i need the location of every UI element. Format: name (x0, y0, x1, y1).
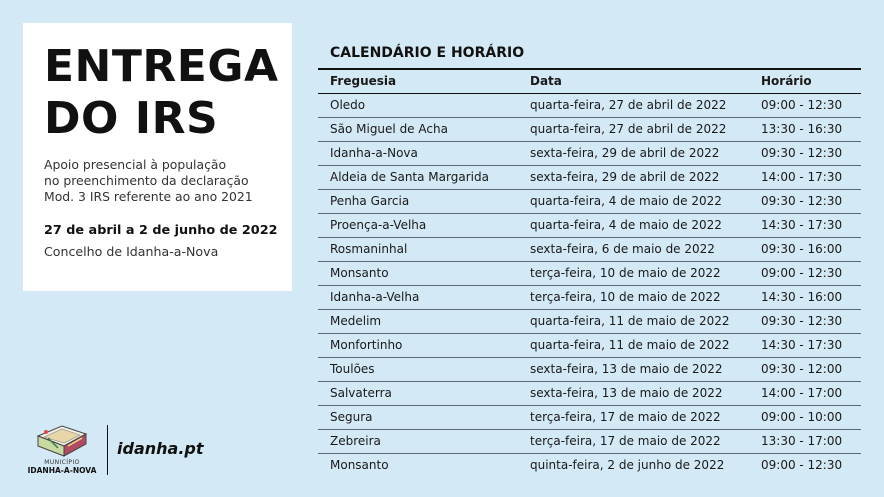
horario-cell: 09:00 - 12:30 (761, 458, 843, 472)
intro-text (44, 157, 253, 205)
freguesia-cell: Toulões (330, 362, 375, 376)
header-horario: Horário (761, 74, 812, 88)
intro-line-3: Mod. 3 IRS referente ao ano 2021 (44, 189, 253, 204)
logo-label-bottom: IDANHA-A-NOVA (27, 466, 97, 475)
horario-cell: 14:30 - 17:30 (761, 218, 843, 232)
municipality-logo (26, 424, 98, 476)
info-card (23, 23, 292, 291)
website-link[interactable]: idanha.pt (117, 439, 204, 458)
header-freguesia: Freguesia (330, 74, 397, 88)
data-cell: sexta-feira, 6 de maio de 2022 (530, 242, 715, 256)
freguesia-cell: Idanha-a-Nova (330, 146, 418, 160)
intro-line-2: no preenchimento da declaração (44, 173, 249, 188)
table-header-row (318, 70, 861, 94)
freguesia-cell: Oledo (330, 98, 366, 112)
table-row (318, 382, 861, 406)
data-cell: sexta-feira, 29 de abril de 2022 (530, 170, 720, 184)
freguesia-cell: Penha Garcia (330, 194, 410, 208)
data-cell: quarta-feira, 11 de maio de 2022 (530, 314, 730, 328)
table-row (318, 118, 861, 142)
freguesia-cell: São Miguel de Acha (330, 122, 448, 136)
freguesia-cell: Aldeia de Santa Margarida (330, 170, 489, 184)
table-row (318, 214, 861, 238)
data-cell: terça-feira, 10 de maio de 2022 (530, 290, 721, 304)
horario-cell: 14:30 - 16:00 (761, 290, 843, 304)
freguesia-cell: Rosmaninhal (330, 242, 408, 256)
data-cell: sexta-feira, 13 de maio de 2022 (530, 362, 723, 376)
freguesia-cell: Proença-a-Velha (330, 218, 427, 232)
table-row (318, 310, 861, 334)
freguesia-cell: Salvaterra (330, 386, 392, 400)
title-line-1: ENTREGA (44, 41, 279, 92)
data-cell: terça-feira, 10 de maio de 2022 (530, 266, 721, 280)
schedule-table (318, 68, 861, 477)
horario-cell: 13:30 - 17:00 (761, 434, 843, 448)
schedule-title: CALENDÁRIO E HORÁRIO (330, 45, 525, 61)
table-row (318, 406, 861, 430)
horario-cell: 09:00 - 12:30 (761, 266, 843, 280)
region-label: Concelho de Idanha-a-Nova (44, 244, 219, 259)
table-row (318, 262, 861, 286)
table-row (318, 142, 861, 166)
header-data: Data (530, 74, 562, 88)
data-cell: terça-feira, 17 de maio de 2022 (530, 434, 721, 448)
data-cell: quarta-feira, 4 de maio de 2022 (530, 194, 722, 208)
data-cell: quarta-feira, 11 de maio de 2022 (530, 338, 730, 352)
horario-cell: 09:30 - 12:30 (761, 194, 843, 208)
table-row (318, 94, 861, 118)
data-cell: quarta-feira, 27 de abril de 2022 (530, 98, 727, 112)
table-row (318, 334, 861, 358)
table-row (318, 286, 861, 310)
horario-cell: 13:30 - 16:30 (761, 122, 843, 136)
data-cell: terça-feira, 17 de maio de 2022 (530, 410, 721, 424)
data-cell: quarta-feira, 27 de abril de 2022 (530, 122, 727, 136)
horario-cell: 09:30 - 16:00 (761, 242, 843, 256)
freguesia-cell: Monsanto (330, 266, 389, 280)
horario-cell: 09:00 - 12:30 (761, 98, 843, 112)
freguesia-cell: Idanha-a-Velha (330, 290, 420, 304)
footer-divider (107, 425, 108, 475)
table-row (318, 238, 861, 262)
horario-cell: 14:00 - 17:00 (761, 386, 843, 400)
freguesia-cell: Segura (330, 410, 373, 424)
horario-cell: 09:30 - 12:00 (761, 362, 843, 376)
freguesia-cell: Monsanto (330, 458, 389, 472)
horario-cell: 14:00 - 17:30 (761, 170, 843, 184)
table-row (318, 190, 861, 214)
table-row (318, 430, 861, 454)
horario-cell: 09:30 - 12:30 (761, 314, 843, 328)
title-line-2: DO IRS (44, 93, 219, 144)
date-range: 27 de abril a 2 de junho de 2022 (44, 223, 278, 238)
data-cell: sexta-feira, 29 de abril de 2022 (530, 146, 720, 160)
freguesia-cell: Monfortinho (330, 338, 403, 352)
page-title (44, 41, 279, 145)
table-row (318, 358, 861, 382)
horario-cell: 09:30 - 12:30 (761, 146, 843, 160)
logo-label-top: MUNICÍPIO (44, 459, 80, 466)
table-row (318, 454, 861, 477)
data-cell: sexta-feira, 13 de maio de 2022 (530, 386, 723, 400)
horario-cell: 14:30 - 17:30 (761, 338, 843, 352)
table-row (318, 166, 861, 190)
municipality-logo-icon (34, 424, 90, 458)
data-cell: quarta-feira, 4 de maio de 2022 (530, 218, 722, 232)
intro-line-1: Apoio presencial à população (44, 157, 227, 172)
horario-cell: 09:00 - 10:00 (761, 410, 843, 424)
freguesia-cell: Zebreira (330, 434, 381, 448)
freguesia-cell: Medelim (330, 314, 382, 328)
data-cell: quinta-feira, 2 de junho de 2022 (530, 458, 725, 472)
